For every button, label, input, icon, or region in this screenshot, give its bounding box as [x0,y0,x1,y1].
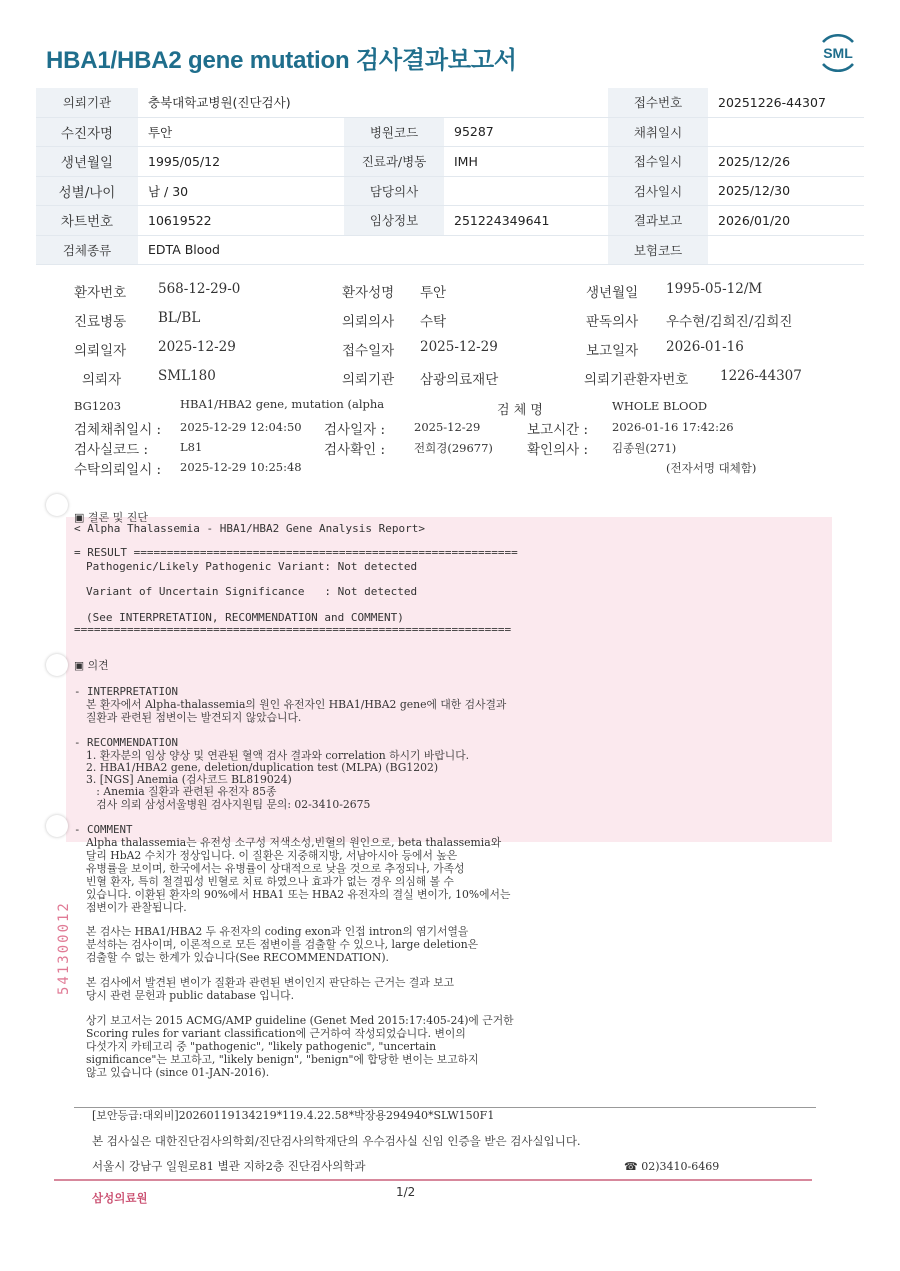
comment-line: 당시 관련 문헌과 public database 입니다. [86,989,295,1002]
recommendation-line: 3. [NGS] Anemia (검사코드 BL819024) [86,773,292,786]
phone-number: ☎ 02)3410-6469 [624,1160,720,1173]
specimen-label: 검 체 명 [497,403,543,418]
header-label: 접수일시 [608,147,708,177]
header-value: 남 / 30 [138,176,344,206]
comment-line: 유병률을 보이며, 한국에서는 유병률이 상대적으로 낮을 것으로 추정되나, 가족성 [86,862,465,875]
header-row [36,147,864,177]
comment-line: 다섯가지 카테고리 중 "pathogenic", "likely pathogenic", "uncertain [86,1040,437,1053]
opinion-heading: ▣ 의견 [74,659,109,672]
header-label: 보험코드 [608,235,708,265]
consign-label: 수탁의뢰일시 : [74,462,162,478]
doctor-label: 확인의사 : [527,442,589,458]
patient-value: SML180 [158,368,216,384]
header-label: 병원코드 [344,117,444,147]
comment-line: 있습니다. 이환된 환자의 90%에서 HBA1 또는 HBA2 유전자의 결실 변이가, 10%에서는 [86,888,511,901]
patient-value: 2025-12-29 [158,339,236,355]
esign-note: (전자서명 대체함) [666,461,757,475]
side-serial-number: 541300012 [56,901,72,995]
recommendation-line: 검사 의뢰 삼성서울병원 검사지원팀 문의: 02-3410-2675 [86,798,371,811]
comment-line: Alpha thalassemia는 유전성 소구성 저색소성,빈혈의 원인으로, beta thalassemia와 [86,836,502,849]
header-value: 2025/12/26 [708,147,864,177]
recommendation-line: 2. HBA1/HBA2 gene, deletion/duplication test (MLPA) (BG1202) [86,761,439,774]
header-label: 채취일시 [608,117,708,147]
test-code: BG1203 [74,399,122,413]
header-label: 임상정보 [344,206,444,236]
confirm-value: 전희경(29677) [414,441,493,455]
header-value: IMH [444,147,608,177]
logo-text: SML [823,45,853,61]
patient-label: 판독의사 [586,314,639,330]
header-value: 투안 [138,117,344,147]
header-value: 95287 [444,117,608,147]
header-label: 의뢰기관 [36,88,138,117]
report-subtitle: < Alpha Thalassemia - HBA1/HBA2 Gene Analysis Report> [74,522,425,535]
header-label: 검사일시 [608,176,708,206]
patient-label: 의뢰기관 [342,372,395,388]
collect-label: 검체채취일시 : [74,422,162,438]
punch-hole [46,654,68,676]
comment-line: 분석하는 검사이며, 이론적으로 모든 점변이를 검출할 수 있으나, large deletion은 [86,938,479,951]
hospital-name: 삼성의료원 [92,1191,148,1205]
patient-label: 보고일자 [586,343,639,359]
comment-line: 본 검사에서 발견된 변이가 질환과 관련된 변이인지 판단하는 근거는 결과 보고 [86,976,455,989]
comment-line: Scoring rules for variant classification에 근거하여 작성되었습니다. 변이의 [86,1027,466,1040]
patient-value: 삼광의료재단 [420,372,499,388]
confirm-label: 검사확인 : [324,442,386,458]
header-label: 담당의사 [344,176,444,206]
patient-value: 투안 [420,285,447,301]
header-label: 검체종류 [36,235,138,265]
vus-result: Variant of Uncertain Significance : Not detected [86,585,418,598]
patient-value: 2026-01-16 [666,339,744,355]
see-note: (See INTERPRETATION, RECOMMENDATION and COMMENT) [86,611,404,624]
security-line: [보안등급:대외비]20260119134219*119.4.22.58*박장용294940*SLW150F1 [92,1109,495,1122]
header-label: 차트번호 [36,206,138,236]
recommendation-line: : Anemia 질환과 관련된 유전자 85종 [86,785,277,798]
header-value: 10619522 [138,206,344,236]
testdate-value: 2025-12-29 [414,420,481,434]
specimen-value: WHOLE BLOOD [612,399,708,413]
patient-label: 진료병동 [74,314,127,330]
interpretation-line: 질환과 관련된 점변이는 발견되지 않았습니다. [86,711,302,724]
patient-value: 우수현/김희진/김희진 [666,314,793,330]
testdate-label: 검사일자 : [324,422,386,438]
comment-line: 본 검사는 HBA1/HBA2 두 유전자의 coding exon과 인접 intron의 염기서열을 [86,925,469,938]
test-name: HBA1/HBA2 gene, mutation (alpha [180,397,385,411]
header-value [444,176,608,206]
header-label: 결과보고 [608,206,708,236]
interpretation-line: 본 환자에서 Alpha-thalassemia의 원인 유전자인 HBA1/HBA2 gene에 대한 검사결과 [86,698,507,711]
address-line: 서울시 강남구 일원로81 별관 지하2층 진단검사의학과 [92,1159,366,1173]
patient-label: 환자성명 [342,285,395,301]
comment-line: 않고 있습니다 (since 01-JAN-2016). [86,1066,270,1079]
report-label: 보고시간 : [527,422,589,438]
comment-title: - COMMENT [74,823,133,836]
header-label: 수진자명 [36,117,138,147]
header-value: 2026/01/20 [708,206,864,236]
header-value: EDTA Blood [138,235,608,265]
header-value: 251224349641 [444,206,608,236]
footer-rule [54,1179,812,1181]
header-label: 생년월일 [36,147,138,177]
comment-line: 검출할 수 없는 한계가 있습니다(See RECOMMENDATION). [86,951,389,964]
header-value: 2025/12/30 [708,176,864,206]
lab-value: L81 [180,440,203,454]
header-label: 성별/나이 [36,176,138,206]
patient-label: 의뢰일자 [74,343,127,359]
patient-value: 1226-44307 [720,368,802,384]
comment-line: 달리 HbA2 수치가 정상입니다. 이 질환은 지중해지방, 서남아시아 등에서 높은 [86,849,458,862]
header-value: 20251226-44307 [708,88,864,117]
header-label: 진료과/병동 [344,147,444,177]
patient-value: 2025-12-29 [420,339,498,355]
header-value: 충북대학교병원(진단검사) [138,88,608,117]
collect-value: 2025-12-29 12:04:50 [180,420,302,434]
header-row [36,117,864,147]
page-title: HBA1/HBA2 gene mutation 검사결과보고서 [46,47,517,74]
header-row [36,235,864,265]
lab-label: 검사실코드 : [74,442,149,458]
recommendation-line: 1. 환자분의 임상 양상 및 연관된 혈액 검사 결과와 correlation 하시기 바랍니다. [86,749,470,762]
header-value: 1995/05/12 [138,147,344,177]
recommendation-title: - RECOMMENDATION [74,736,179,749]
patient-label: 의뢰의사 [342,314,395,330]
patient-label: 접수일자 [342,343,395,359]
pathogenic-result: Pathogenic/Likely Pathogenic Variant: Not detected [86,560,418,573]
punch-hole [46,494,68,516]
certification-line: 본 검사실은 대한진단검사의학회/진단검사의학재단의 우수검사실 신임 인증을 받은 검사실입니다. [92,1134,581,1148]
consign-value: 2025-12-29 10:25:48 [180,460,302,474]
punch-hole [46,815,68,837]
header-table [36,88,864,265]
scanned-report [0,265,900,1265]
comment-line: 점변이가 관찰됩니다. [86,901,187,914]
patient-label: 의뢰기관환자번호 [584,372,689,388]
header-value [708,235,864,265]
header-value [708,117,864,147]
doctor-value: 김종원(271) [612,441,677,455]
patient-label: 생년월일 [586,285,639,301]
patient-value: 1995-05-12/M [666,281,763,297]
patient-value: 568-12-29-0 [158,281,241,297]
conclusion-heading: ▣ 결론 및 진단 [74,511,149,524]
header-row [36,88,864,117]
report-value: 2026-01-16 17:42:26 [612,420,734,434]
patient-label: 의뢰자 [82,372,122,388]
sml-logo [815,30,861,76]
comment-line: significance"는 보고하고, "likely benign", "benign"에 합당한 변이는 보고하지 [86,1053,479,1066]
patient-value: BL/BL [158,310,201,326]
comment-line: 상기 보고서는 2015 ACMG/AMP guideline (Genet Med 2015:17:405-24)에 근거한 [86,1014,514,1027]
comment-line: 빈혈 환자, 특히 철결핍성 빈혈로 치료 하였으나 효과가 없는 경우 의심해 볼 수 [86,875,454,888]
patient-value: 수탁 [420,314,447,330]
result-line: = RESULT ========================================================== [74,546,518,559]
patient-label: 환자번호 [74,285,127,301]
interpretation-title: - INTERPRETATION [74,685,179,698]
page-number: 1/2 [396,1185,416,1199]
header-row [36,176,864,206]
end-line: ================================================================== [74,623,512,636]
header-label: 접수번호 [608,88,708,117]
header-row [36,206,864,236]
